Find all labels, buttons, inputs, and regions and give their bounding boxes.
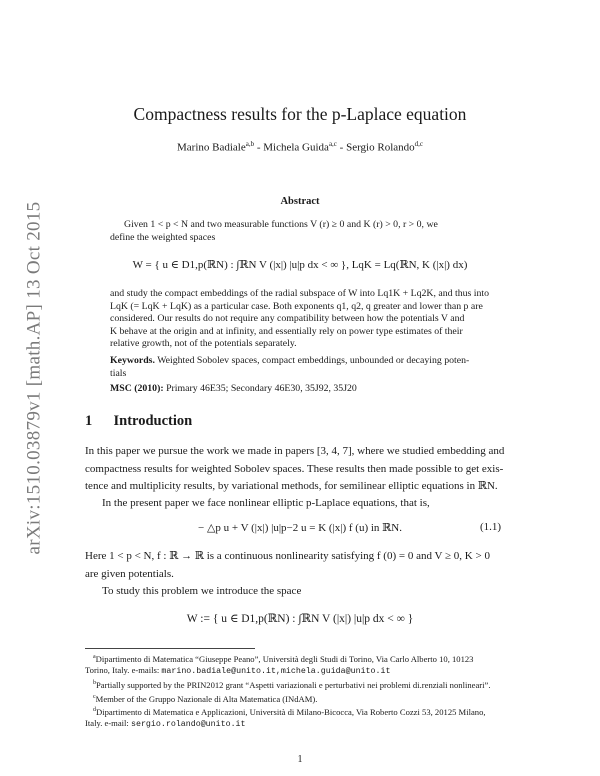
footnote-c (85, 692, 517, 705)
equation-2: W := { u ∈ D1,p(ℝN) : ∫ℝN V (|x|) |u|p dx < ∞ } (186, 613, 414, 625)
msc-text: Primary 46E35; Secondary 46E30, 35J92, 35J20 (166, 383, 357, 394)
keywords-label: Keywords. (110, 355, 155, 366)
footnote-mark: c (93, 693, 96, 700)
footnote-d-line2 (85, 718, 517, 731)
footnote-text: Dipartimento di Matematica e Applicazioni, Università di Milano-Bicocca, Via Roberto Cozzi 53, 20125 Milano, (96, 706, 486, 717)
arxiv-stamp (14, 178, 54, 578)
abstract-paragraph-1 (110, 219, 490, 244)
author-name: Sergio Rolando (346, 141, 415, 154)
text-line: tence and multiplicity results, by variational methods, for semilinear elliptic equations in ℝN. (85, 480, 498, 492)
text-line: In this paper we pursue the work we made in papers [3, 4, 7], where we studied embedding and (85, 445, 505, 457)
footnote-text: Partially supported by the PRIN2012 grant “Aspetti variazionali e perturbativi nei problemi di.renziali nonlineari”. (96, 679, 491, 690)
footnote-rule (85, 648, 255, 649)
footnote-mark: a (93, 654, 96, 660)
intro-paragraph-4: To study this problem we introduce the space (102, 585, 302, 597)
footnote-text: Dipartimento di Matematica “Giuseppe Peano”, Università degli Studi di Torino, Via Carlo Alberto 10, 10123 (95, 653, 474, 664)
section-title: Introduction (113, 413, 193, 429)
text-line: and study the compact embeddings of the radial subspace of W into Lq1K + Lq2K, and thus into (110, 288, 490, 299)
page-number: 1 (297, 754, 303, 765)
paper-title: Compactness results for the p-Laplace equation (133, 104, 467, 124)
keywords (110, 355, 490, 380)
email-link[interactable]: marino.badiale@unito.it,michela.guida@unito.it (161, 667, 391, 677)
footnote-a-line2 (85, 665, 517, 678)
footnote-text: Italy. e-mail: (85, 718, 131, 729)
intro-paragraph-1 (85, 443, 515, 496)
text-line: relative growth, not of the potentials separately. (110, 338, 297, 350)
author-affil: a,b (245, 140, 255, 148)
email-link[interactable]: sergio.rolando@unito.it (130, 720, 246, 730)
footnote-text: Member of the Gruppo Nazionale di Alta Matematica (INdAM). (95, 693, 318, 704)
text-line: LqK (= LqK + LqK) as a particular case. Both exponents q1, q2, q greater and lower than p are (110, 300, 483, 312)
keywords-text: tials (110, 367, 127, 379)
text-line: K behave at the origin and at infinity, and essentially rely on power type estimates of their (110, 325, 463, 337)
text-line: considered. Our results do not require any compatibility between how the potentials V and (110, 313, 465, 325)
msc-classification (110, 383, 490, 396)
footnote-a (85, 652, 517, 665)
intro-paragraph-2: In the present paper we face nonlinear elliptic p-Laplace equations, that is, (102, 497, 430, 509)
footnotes (85, 652, 517, 731)
footnote-b (85, 678, 517, 691)
footnote-mark: b (93, 680, 96, 687)
footnote-d (85, 705, 517, 718)
text-line: Here 1 < p < N, f : ℝ → ℝ is a continuous nonlinearity satisfying f (0) = 0 and V ≥ 0, K > 0 (85, 550, 490, 562)
text-line: define the weighted spaces (110, 231, 216, 243)
author-list (0, 140, 600, 154)
intro-paragraph-3 (85, 548, 515, 583)
footnote-text: Torino, Italy. e-mails: (85, 665, 162, 676)
keywords-text: Weighted Sobolev spaces, compact embeddings, unbounded or decaying poten- (157, 355, 470, 366)
abstract-paragraph-2 (110, 288, 490, 351)
author-name: Michela Guida (263, 141, 329, 154)
text-line: Given 1 < p < N and two measurable functions V (r) ≥ 0 and K (r) > 0, r > 0, we (124, 219, 438, 230)
section-heading (85, 413, 192, 430)
abstract-equation: W = { u ∈ D1,p(ℝN) : ∫ℝN V (|x|) |u|p dx < ∞ }, LqK = Lq(ℝN, K (|x|) dx) (132, 259, 468, 271)
author-separator: - (254, 141, 264, 154)
equation-number: (1.1) (480, 521, 502, 533)
author-separator: - (336, 141, 347, 154)
text-line: compactness results for weighted Sobolev spaces. These results then made possible to get exis- (85, 462, 504, 475)
equation-1-1: − △p u + V (|x|) |u|p−2 u = K (|x|) f (u) in ℝN. (197, 522, 402, 534)
arxiv-id: arXiv:1510.03879v1 [math.AP] 13 Oct 2015 (23, 201, 44, 555)
abstract-heading: Abstract (280, 196, 320, 207)
author-name: Marino Badiale (177, 141, 246, 154)
footnote-mark: d (93, 706, 96, 713)
text-line: are given potentials. (85, 567, 174, 580)
section-number: 1 (85, 413, 93, 429)
author-affil: d,c (414, 140, 423, 148)
author-affil: a,c (328, 140, 337, 148)
msc-label: MSC (2010): (110, 383, 164, 394)
